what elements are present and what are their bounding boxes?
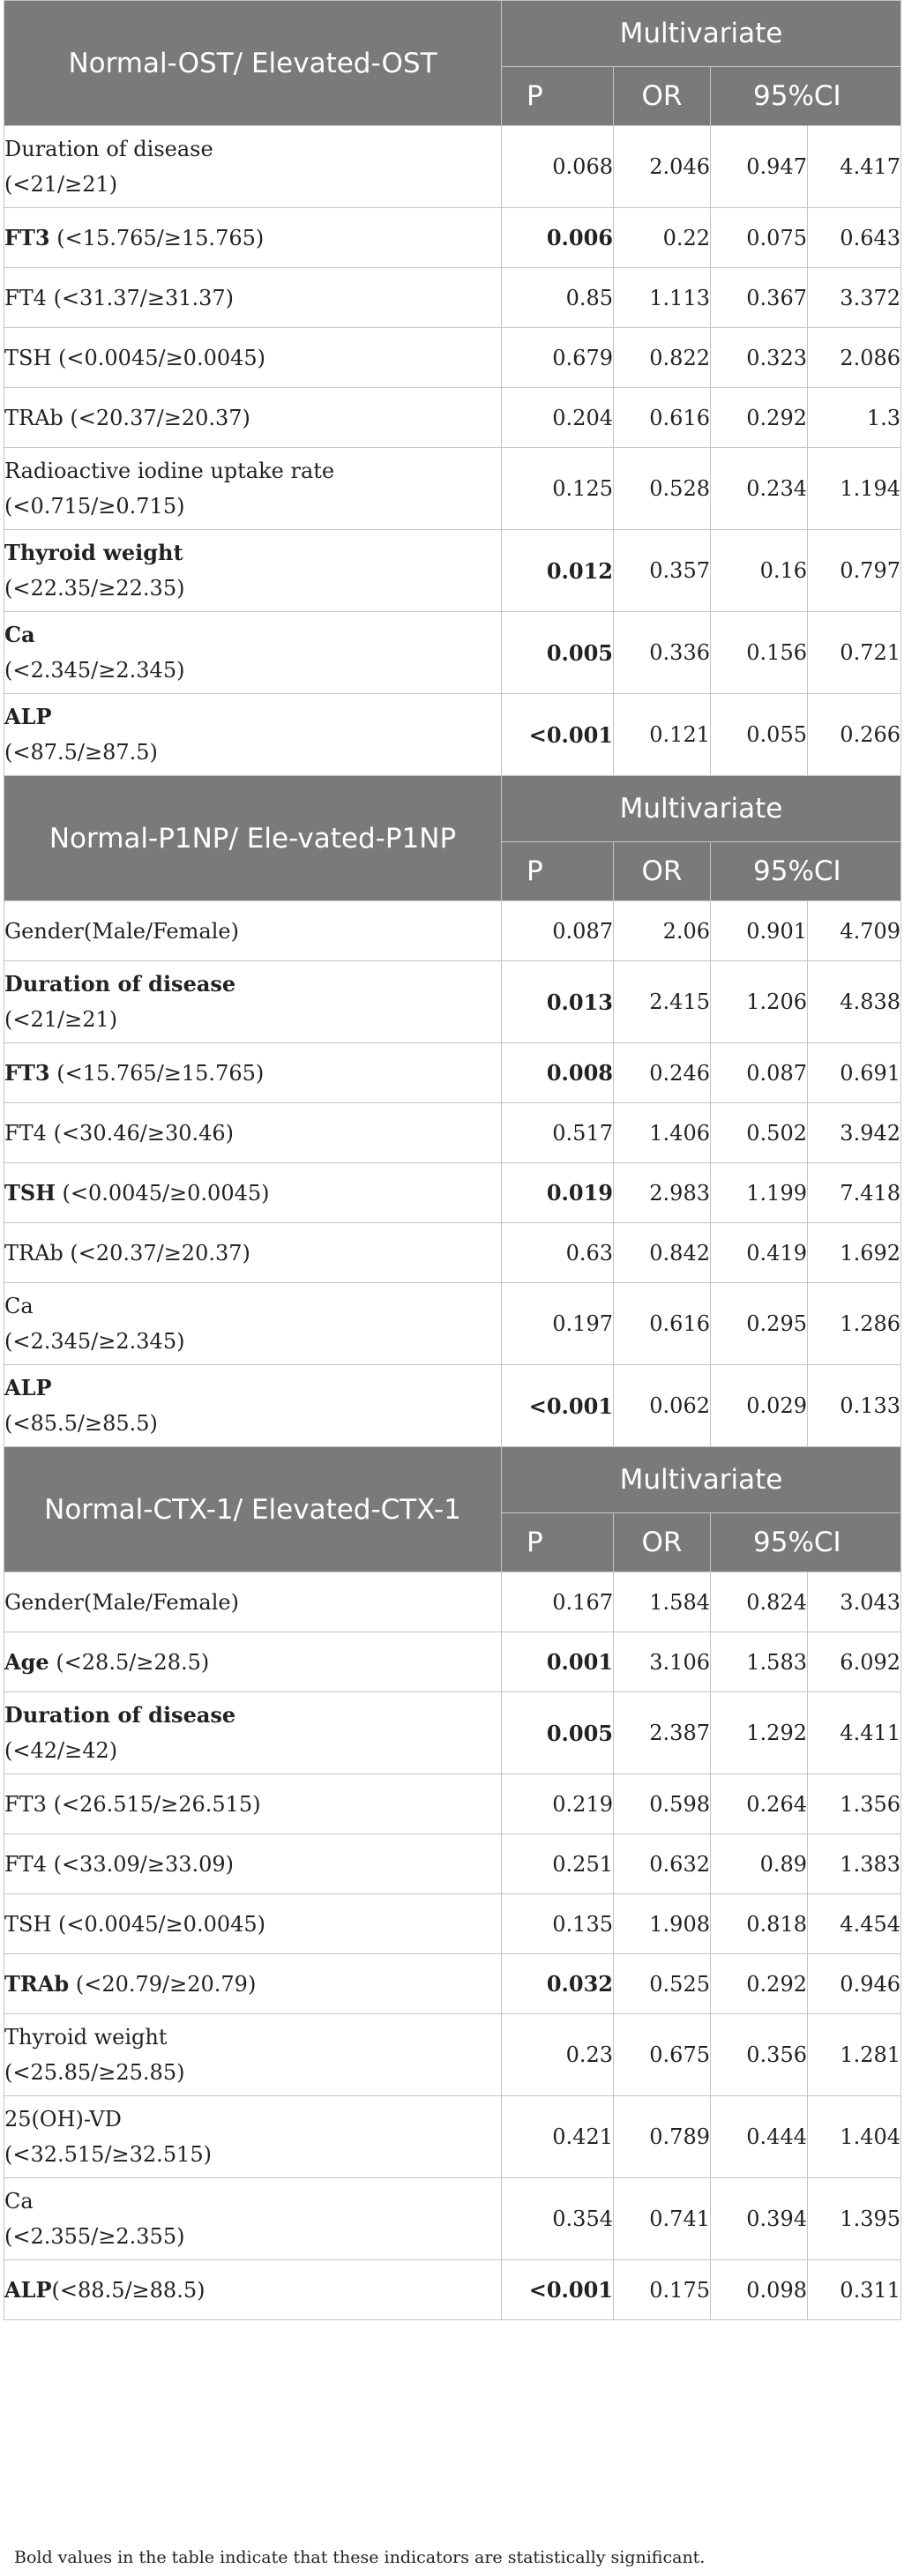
row-label bbox=[4, 2096, 502, 2178]
row-label-name: FT3 bbox=[4, 1059, 50, 1086]
row-label bbox=[4, 961, 502, 1043]
or-value: 0.675 bbox=[614, 2014, 711, 2096]
ci-high-value: 0.133 bbox=[808, 1365, 901, 1447]
ci-high-value: 0.643 bbox=[808, 208, 901, 268]
ci-low-value: 0.292 bbox=[711, 1954, 808, 2014]
row-label-range: (<26.515/≥26.515) bbox=[53, 1791, 261, 1817]
p-value: 0.23 bbox=[502, 2014, 614, 2096]
row-label-name: TRAb bbox=[4, 405, 64, 430]
regression-table bbox=[4, 0, 901, 2320]
or-value: 0.842 bbox=[614, 1223, 711, 1283]
table-row bbox=[4, 1163, 901, 1223]
row-label-range: (<85.5/≥85.5) bbox=[4, 1411, 158, 1436]
section-title: Normal-OST/ Elevated-OST bbox=[4, 1, 502, 126]
row-label-range: (<21/≥21) bbox=[4, 1007, 118, 1032]
ci-low-value: 0.292 bbox=[711, 388, 808, 448]
row-label-range: (<0.0045/≥0.0045) bbox=[62, 1180, 270, 1206]
row-label bbox=[4, 1632, 502, 1692]
or-value: 3.106 bbox=[614, 1632, 711, 1692]
row-label-range: (<15.765/≥15.765) bbox=[56, 1060, 265, 1086]
or-value: 0.741 bbox=[614, 2178, 711, 2260]
p-value: 0.679 bbox=[502, 328, 614, 388]
ci-low-value: 1.206 bbox=[711, 961, 808, 1043]
row-label-name: Thyroid weight bbox=[4, 2025, 168, 2050]
row-label-range: (<33.09/≥33.09) bbox=[53, 1851, 235, 1877]
row-label-name: FT4 bbox=[4, 1851, 47, 1877]
p-value: 0.012 bbox=[502, 530, 614, 612]
ci-low-value: 0.818 bbox=[711, 1894, 808, 1954]
p-value: 0.167 bbox=[502, 1572, 614, 1632]
table-row bbox=[4, 1043, 901, 1103]
table-row bbox=[4, 1692, 901, 1774]
table-row bbox=[4, 612, 901, 694]
row-label-range: (<0.0045/≥0.0045) bbox=[58, 1911, 266, 1937]
or-value: 0.336 bbox=[614, 612, 711, 694]
row-label-range: (<20.37/≥20.37) bbox=[70, 1240, 250, 1266]
p-value: 0.125 bbox=[502, 448, 614, 530]
row-label-name: Duration of disease bbox=[4, 1702, 236, 1728]
row-label-name: 25(OH)-VD bbox=[4, 2107, 122, 2132]
row-label bbox=[4, 2014, 502, 2096]
table-row bbox=[4, 901, 901, 961]
multivariate-header: Multivariate bbox=[502, 1447, 901, 1513]
ci-low-value: 0.055 bbox=[711, 694, 808, 776]
p-value: 0.005 bbox=[502, 1692, 614, 1774]
table-row bbox=[4, 2096, 901, 2178]
row-label bbox=[4, 1774, 502, 1834]
p-value: 0.219 bbox=[502, 1774, 614, 1834]
row-label-name: Gender(Male/Female) bbox=[4, 1589, 239, 1615]
or-value: 0.175 bbox=[614, 2260, 711, 2320]
or-value: 0.598 bbox=[614, 1774, 711, 1834]
ci-column-header: 95%CI bbox=[711, 1513, 901, 1572]
p-value: 0.85 bbox=[502, 268, 614, 328]
or-value: 0.246 bbox=[614, 1043, 711, 1103]
row-label-name: Ca bbox=[4, 1294, 34, 1318]
row-label bbox=[4, 268, 502, 328]
ci-low-value: 0.394 bbox=[711, 2178, 808, 2260]
row-label bbox=[4, 901, 502, 961]
ci-low-value: 0.89 bbox=[711, 1834, 808, 1894]
or-value: 0.616 bbox=[614, 388, 711, 448]
row-label-name: ALP bbox=[4, 704, 52, 729]
ci-low-value: 0.502 bbox=[711, 1103, 808, 1163]
p-column-header: P bbox=[502, 67, 614, 126]
row-label-name: TSH bbox=[4, 1911, 52, 1937]
row-label bbox=[4, 1692, 502, 1774]
row-label-name: Thyroid weight bbox=[4, 540, 183, 565]
row-label-name: Radioactive iodine uptake rate bbox=[4, 459, 335, 483]
ci-high-value: 2.086 bbox=[808, 328, 901, 388]
row-label-range: (<0.0045/≥0.0045) bbox=[58, 345, 266, 370]
row-label bbox=[4, 2260, 502, 2320]
row-label-name: ALP bbox=[4, 2276, 52, 2303]
p-value: <0.001 bbox=[502, 2260, 614, 2320]
or-value: 2.06 bbox=[614, 901, 711, 961]
row-label bbox=[4, 1223, 502, 1283]
p-value: 0.197 bbox=[502, 1283, 614, 1365]
ci-low-value: 0.947 bbox=[711, 126, 808, 208]
or-value: 0.632 bbox=[614, 1834, 711, 1894]
table-row bbox=[4, 1572, 901, 1632]
table-row bbox=[4, 530, 901, 612]
row-label bbox=[4, 1283, 502, 1365]
row-label-name: FT3 bbox=[4, 1791, 47, 1817]
or-value: 0.357 bbox=[614, 530, 711, 612]
ci-high-value: 4.709 bbox=[808, 901, 901, 961]
ci-high-value: 1.404 bbox=[808, 2096, 901, 2178]
row-label bbox=[4, 1572, 502, 1632]
ci-high-value: 4.454 bbox=[808, 1894, 901, 1954]
table-row bbox=[4, 2178, 901, 2260]
row-label-range: (<28.5/≥28.5) bbox=[56, 1649, 210, 1675]
or-value: 2.415 bbox=[614, 961, 711, 1043]
p-value: 0.013 bbox=[502, 961, 614, 1043]
row-label-name: Duration of disease bbox=[4, 971, 236, 997]
row-label-range: (<21/≥21) bbox=[4, 172, 118, 197]
row-label-range: (<32.515/≥32.515) bbox=[4, 2142, 212, 2167]
row-label-range: (<31.37/≥31.37) bbox=[53, 285, 235, 310]
row-label-range: (<22.35/≥22.35) bbox=[4, 576, 185, 601]
p-value: 0.008 bbox=[502, 1043, 614, 1103]
p-value: <0.001 bbox=[502, 1365, 614, 1447]
row-label bbox=[4, 694, 502, 776]
ci-column-header: 95%CI bbox=[711, 67, 901, 126]
row-label bbox=[4, 388, 502, 448]
ci-low-value: 0.356 bbox=[711, 2014, 808, 2096]
or-value: 2.046 bbox=[614, 126, 711, 208]
row-label-range: (<0.715/≥0.715) bbox=[4, 494, 185, 519]
table-row bbox=[4, 1223, 901, 1283]
ci-low-value: 0.901 bbox=[711, 901, 808, 961]
table-row bbox=[4, 961, 901, 1043]
or-value: 0.616 bbox=[614, 1283, 711, 1365]
or-value: 0.121 bbox=[614, 694, 711, 776]
table-row bbox=[4, 1103, 901, 1163]
table-row bbox=[4, 1774, 901, 1834]
ci-low-value: 0.087 bbox=[711, 1043, 808, 1103]
ci-low-value: 1.199 bbox=[711, 1163, 808, 1223]
or-column-header: OR bbox=[614, 842, 711, 901]
ci-high-value: 3.372 bbox=[808, 268, 901, 328]
row-label-name: Gender(Male/Female) bbox=[4, 918, 239, 944]
row-label bbox=[4, 328, 502, 388]
row-label-range: (<87.5/≥87.5) bbox=[4, 740, 158, 765]
row-label-name: Ca bbox=[4, 2189, 34, 2214]
ci-low-value: 1.583 bbox=[711, 1632, 808, 1692]
row-label-range: (<20.79/≥20.79) bbox=[75, 1971, 257, 1997]
ci-low-value: 0.029 bbox=[711, 1365, 808, 1447]
or-value: 1.584 bbox=[614, 1572, 711, 1632]
ci-high-value: 1.395 bbox=[808, 2178, 901, 2260]
row-label-name: Ca bbox=[4, 622, 35, 647]
section-ost bbox=[4, 1, 901, 776]
p-value: 0.032 bbox=[502, 1954, 614, 2014]
or-value: 1.908 bbox=[614, 1894, 711, 1954]
p-value: 0.068 bbox=[502, 126, 614, 208]
table-row bbox=[4, 694, 901, 776]
ci-low-value: 0.264 bbox=[711, 1774, 808, 1834]
row-label-range: (<15.765/≥15.765) bbox=[56, 225, 265, 250]
p-value: 0.63 bbox=[502, 1223, 614, 1283]
or-value: 0.528 bbox=[614, 448, 711, 530]
row-label-name: TSH bbox=[4, 1179, 56, 1206]
p-value: <0.001 bbox=[502, 694, 614, 776]
row-label bbox=[4, 1894, 502, 1954]
or-value: 1.113 bbox=[614, 268, 711, 328]
row-label bbox=[4, 208, 502, 268]
table-row bbox=[4, 448, 901, 530]
ci-high-value: 0.946 bbox=[808, 1954, 901, 2014]
row-label bbox=[4, 448, 502, 530]
p-value: 0.517 bbox=[502, 1103, 614, 1163]
ci-high-value: 1.356 bbox=[808, 1774, 901, 1834]
ci-high-value: 0.797 bbox=[808, 530, 901, 612]
or-value: 0.22 bbox=[614, 208, 711, 268]
row-label-name: Age bbox=[4, 1648, 49, 1675]
row-label bbox=[4, 1365, 502, 1447]
multivariate-header: Multivariate bbox=[502, 776, 901, 842]
ci-low-value: 0.16 bbox=[711, 530, 808, 612]
table-row bbox=[4, 1834, 901, 1894]
ci-low-value: 0.419 bbox=[711, 1223, 808, 1283]
ci-low-value: 1.292 bbox=[711, 1692, 808, 1774]
p-value: 0.087 bbox=[502, 901, 614, 961]
ci-high-value: 0.721 bbox=[808, 612, 901, 694]
p-value: 0.251 bbox=[502, 1834, 614, 1894]
table-row bbox=[4, 126, 901, 208]
table-row bbox=[4, 1365, 901, 1447]
or-value: 0.525 bbox=[614, 1954, 711, 2014]
row-label-name: ALP bbox=[4, 1375, 52, 1400]
ci-low-value: 0.367 bbox=[711, 268, 808, 328]
or-column-header: OR bbox=[614, 67, 711, 126]
ci-high-value: 1.281 bbox=[808, 2014, 901, 2096]
row-label-range: (<2.345/≥2.345) bbox=[4, 1329, 185, 1354]
row-label bbox=[4, 1103, 502, 1163]
ci-low-value: 0.295 bbox=[711, 1283, 808, 1365]
ci-column-header: 95%CI bbox=[711, 842, 901, 901]
multivariate-header: Multivariate bbox=[502, 1, 901, 67]
ci-high-value: 1.692 bbox=[808, 1223, 901, 1283]
ci-high-value: 4.417 bbox=[808, 126, 901, 208]
table-row bbox=[4, 2260, 901, 2320]
p-column-header: P bbox=[502, 1513, 614, 1572]
p-value: 0.006 bbox=[502, 208, 614, 268]
ci-low-value: 0.323 bbox=[711, 328, 808, 388]
ci-high-value: 1.383 bbox=[808, 1834, 901, 1894]
or-value: 2.387 bbox=[614, 1692, 711, 1774]
row-label-range: (<88.5/≥88.5) bbox=[51, 2277, 205, 2303]
ci-high-value: 1.286 bbox=[808, 1283, 901, 1365]
row-label-name: FT4 bbox=[4, 285, 47, 310]
p-column-header: P bbox=[502, 842, 614, 901]
ci-low-value: 0.444 bbox=[711, 2096, 808, 2178]
row-label-range: (<2.345/≥2.345) bbox=[4, 658, 185, 683]
ci-high-value: 3.043 bbox=[808, 1572, 901, 1632]
row-label-range: (<30.46/≥30.46) bbox=[53, 1120, 235, 1146]
row-label-name: Duration of disease bbox=[4, 137, 213, 161]
ci-high-value: 1.3 bbox=[808, 388, 901, 448]
row-label bbox=[4, 530, 502, 612]
or-column-header: OR bbox=[614, 1513, 711, 1572]
ci-high-value: 6.092 bbox=[808, 1632, 901, 1692]
ci-low-value: 0.075 bbox=[711, 208, 808, 268]
p-value: 0.354 bbox=[502, 2178, 614, 2260]
section-title: Normal-CTX-1/ Elevated-CTX-1 bbox=[4, 1447, 502, 1572]
p-value: 0.135 bbox=[502, 1894, 614, 1954]
ci-high-value: 0.266 bbox=[808, 694, 901, 776]
table-footnote: Bold values in the table indicate that these indicators are statistically significant. bbox=[14, 2548, 706, 2567]
table-row bbox=[4, 1954, 901, 2014]
table-row bbox=[4, 388, 901, 448]
ci-high-value: 7.418 bbox=[808, 1163, 901, 1223]
p-value: 0.005 bbox=[502, 612, 614, 694]
row-label bbox=[4, 1163, 502, 1223]
row-label-name: TRAb bbox=[4, 1970, 70, 1997]
section-p1np bbox=[4, 776, 901, 1447]
ci-high-value: 0.311 bbox=[808, 2260, 901, 2320]
row-label-range: (<42/≥42) bbox=[4, 1738, 118, 1763]
ci-high-value: 4.411 bbox=[808, 1692, 901, 1774]
or-value: 0.789 bbox=[614, 2096, 711, 2178]
row-label-name: FT3 bbox=[4, 224, 50, 250]
table-row bbox=[4, 2014, 901, 2096]
row-label bbox=[4, 612, 502, 694]
table-row bbox=[4, 208, 901, 268]
row-label bbox=[4, 1043, 502, 1103]
row-label bbox=[4, 2178, 502, 2260]
table-row bbox=[4, 268, 901, 328]
table-row bbox=[4, 1894, 901, 1954]
ci-low-value: 0.098 bbox=[711, 2260, 808, 2320]
or-value: 0.822 bbox=[614, 328, 711, 388]
row-label-range: (<25.85/≥25.85) bbox=[4, 2060, 185, 2085]
section-ctx1 bbox=[4, 1447, 901, 2320]
row-label-name: TRAb bbox=[4, 1240, 64, 1266]
section-title: Normal-P1NP/ Ele-vated-P1NP bbox=[4, 776, 502, 901]
ci-high-value: 3.942 bbox=[808, 1103, 901, 1163]
or-value: 1.406 bbox=[614, 1103, 711, 1163]
table-row bbox=[4, 1283, 901, 1365]
ci-high-value: 1.194 bbox=[808, 448, 901, 530]
ci-low-value: 0.824 bbox=[711, 1572, 808, 1632]
row-label-name: FT4 bbox=[4, 1120, 47, 1146]
ci-low-value: 0.234 bbox=[711, 448, 808, 530]
p-value: 0.019 bbox=[502, 1163, 614, 1223]
p-value: 0.204 bbox=[502, 388, 614, 448]
row-label-range: (<2.355/≥2.355) bbox=[4, 2224, 185, 2249]
row-label bbox=[4, 126, 502, 208]
ci-high-value: 0.691 bbox=[808, 1043, 901, 1103]
row-label bbox=[4, 1834, 502, 1894]
ci-low-value: 0.156 bbox=[711, 612, 808, 694]
row-label bbox=[4, 1954, 502, 2014]
row-label-range: (<20.37/≥20.37) bbox=[70, 405, 250, 430]
or-value: 0.062 bbox=[614, 1365, 711, 1447]
p-value: 0.001 bbox=[502, 1632, 614, 1692]
ci-high-value: 4.838 bbox=[808, 961, 901, 1043]
table-row bbox=[4, 328, 901, 388]
row-label-name: TSH bbox=[4, 345, 52, 370]
or-value: 2.983 bbox=[614, 1163, 711, 1223]
p-value: 0.421 bbox=[502, 2096, 614, 2178]
table-row bbox=[4, 1632, 901, 1692]
